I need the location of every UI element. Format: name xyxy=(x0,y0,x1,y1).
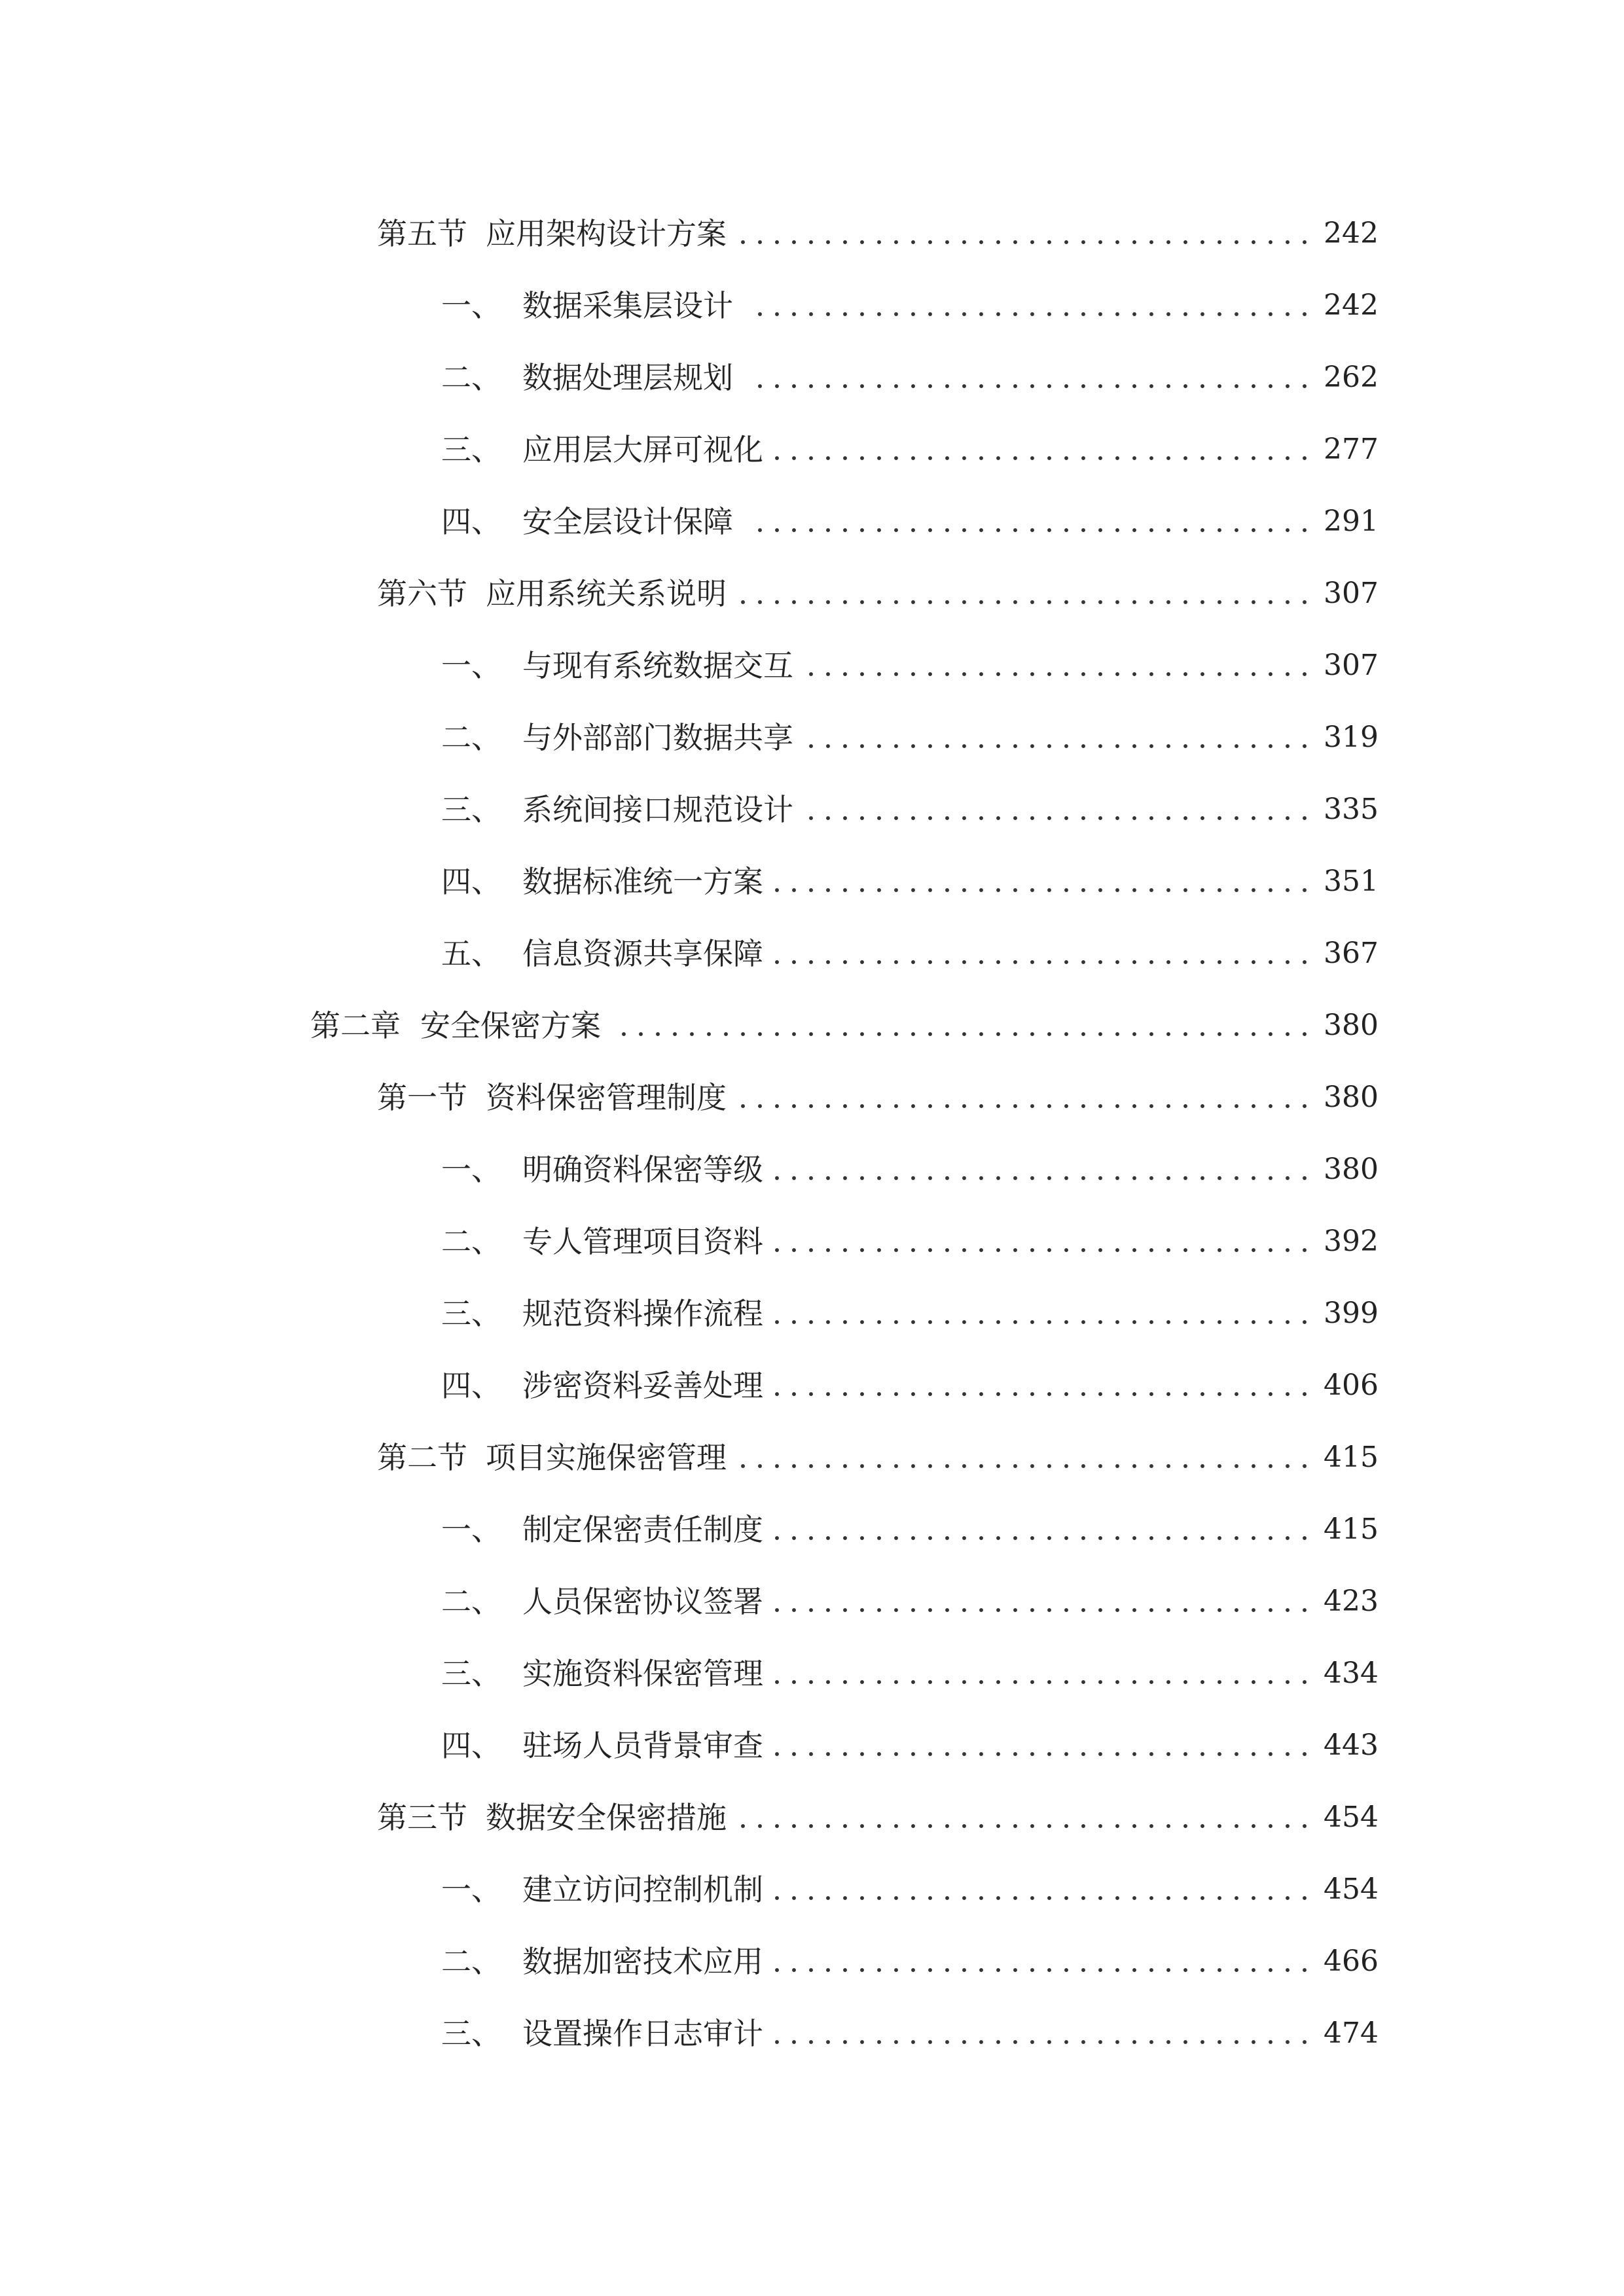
toc-page-number: 406 xyxy=(1324,1369,1379,1402)
toc-leader-dots-fill xyxy=(768,1566,1313,1638)
toc-entry-title: 安全层设计保障 xyxy=(522,504,733,539)
toc-leader-dots-fill xyxy=(768,1926,1313,1998)
toc-leader-dots-fill xyxy=(751,270,1313,342)
toc-entry-title: 资料保密管理制度 xyxy=(486,1080,727,1115)
toc-leader-dots-fill xyxy=(803,774,1313,846)
toc-entry[interactable] xyxy=(0,774,1624,846)
toc-page-number: 351 xyxy=(1324,865,1379,898)
toc-leader-dots xyxy=(768,1566,1313,1638)
toc-page-number: 399 xyxy=(1324,1297,1379,1330)
toc-leader-dots-fill xyxy=(734,558,1313,630)
toc-page-number: 242 xyxy=(1324,217,1379,250)
toc-page-number: 443 xyxy=(1324,1729,1379,1762)
toc-entry-heading xyxy=(441,648,793,683)
toc-entry-title: 应用层大屏可视化 xyxy=(522,432,763,467)
toc-entry[interactable] xyxy=(0,990,1624,1062)
toc-leader-dots-fill xyxy=(734,1782,1313,1854)
toc-page-number: 454 xyxy=(1324,1801,1379,1834)
toc-entry-title: 实施资料保密管理 xyxy=(522,1656,763,1691)
toc-entry-number: 第六节 xyxy=(377,576,467,611)
toc-entry-heading xyxy=(441,1512,763,1547)
toc-leader-dots xyxy=(734,1062,1313,1134)
toc-entry-title: 数据处理层规划 xyxy=(522,360,733,395)
toc-entry-heading xyxy=(441,936,763,971)
toc-entry-heading xyxy=(441,288,733,323)
toc-leader-dots-fill xyxy=(768,1494,1313,1566)
toc-entry[interactable] xyxy=(0,1278,1624,1350)
toc-page-number: 380 xyxy=(1324,1153,1379,1186)
toc-entry-heading xyxy=(377,1440,727,1475)
toc-entry-number: 四、 xyxy=(441,864,501,899)
toc-leader-dots-fill xyxy=(768,1134,1313,1206)
toc-entry-number: 二、 xyxy=(441,1224,501,1259)
toc-entry-heading xyxy=(441,1368,763,1403)
toc-entry-heading xyxy=(377,576,727,611)
toc-entry-heading xyxy=(377,1080,727,1115)
toc-entry-title: 涉密资料妥善处理 xyxy=(522,1368,763,1403)
toc-leader-dots-fill xyxy=(768,1998,1313,2070)
toc-page-number: 474 xyxy=(1324,2017,1379,2050)
toc-page-number: 307 xyxy=(1324,577,1379,610)
toc-leader-dots xyxy=(768,1710,1313,1782)
toc-entry-number: 四、 xyxy=(441,1728,501,1763)
toc-entry-heading xyxy=(441,864,763,899)
toc-page-number: 262 xyxy=(1324,361,1379,394)
toc-leader-dots xyxy=(803,630,1313,702)
toc-leader-dots xyxy=(768,1206,1313,1278)
toc-entry-number: 四、 xyxy=(441,504,501,539)
toc-entry-heading xyxy=(441,1296,763,1331)
toc-leader-dots-fill xyxy=(768,414,1313,486)
toc-leader-dots xyxy=(768,1638,1313,1710)
toc-entry-title: 项目实施保密管理 xyxy=(486,1440,727,1475)
toc-entry[interactable] xyxy=(0,1782,1624,1854)
toc-entry-number: 一、 xyxy=(441,1872,501,1907)
toc-entry-number: 第一节 xyxy=(377,1080,467,1115)
toc-entry[interactable] xyxy=(0,702,1624,774)
toc-entry-number: 一、 xyxy=(441,1152,501,1187)
toc-entry-number: 第二章 xyxy=(310,1008,401,1043)
toc-entry-number: 第二节 xyxy=(377,1440,467,1475)
toc-entry-title: 数据安全保密措施 xyxy=(486,1800,727,1835)
toc-entry-heading xyxy=(441,1224,763,1259)
toc-entry[interactable] xyxy=(0,342,1624,414)
toc-entry-title: 专人管理项目资料 xyxy=(522,1224,763,1259)
toc-page-number: 466 xyxy=(1324,1945,1379,1978)
toc-leader-dots xyxy=(803,702,1313,774)
toc-leader-dots-fill xyxy=(734,1422,1313,1494)
toc-page-number: 415 xyxy=(1324,1441,1379,1474)
toc-leader-dots xyxy=(768,1494,1313,1566)
toc-entry[interactable] xyxy=(0,1710,1624,1782)
toc-page-number: 307 xyxy=(1324,649,1379,682)
toc-entry-title: 规范资料操作流程 xyxy=(522,1296,763,1331)
toc-leader-dots-fill xyxy=(768,1854,1313,1926)
toc-entry[interactable] xyxy=(0,1062,1624,1134)
toc-page-number: 335 xyxy=(1324,793,1379,826)
toc-entry-number: 一、 xyxy=(441,1512,501,1547)
toc-entry-heading xyxy=(377,1800,727,1835)
toc-page-number: 380 xyxy=(1324,1081,1379,1114)
toc-entry-title: 数据采集层设计 xyxy=(522,288,733,323)
toc-entry-title: 信息资源共享保障 xyxy=(522,936,763,971)
toc-entry-title: 与外部部门数据共享 xyxy=(522,720,793,755)
toc-entry-number: 二、 xyxy=(441,720,501,755)
toc-leader-dots-fill xyxy=(803,702,1313,774)
toc-entry[interactable] xyxy=(0,630,1624,702)
toc-leader-dots xyxy=(734,198,1313,270)
toc-entry-title: 人员保密协议签署 xyxy=(522,1584,763,1619)
toc-entry[interactable] xyxy=(0,558,1624,630)
toc-entry[interactable] xyxy=(0,414,1624,486)
toc-leader-dots xyxy=(803,774,1313,846)
toc-leader-dots-fill xyxy=(751,486,1313,558)
toc-leader-dots-fill xyxy=(768,918,1313,990)
toc-leader-dots-fill xyxy=(768,846,1313,918)
toc-entry-number: 第五节 xyxy=(377,216,467,251)
toc-leader-dots-fill xyxy=(768,1638,1313,1710)
toc-leader-dots xyxy=(751,270,1313,342)
toc-entry-title: 应用架构设计方案 xyxy=(486,216,727,251)
toc-page-number: 423 xyxy=(1324,1585,1379,1618)
toc-entry-title: 设置操作日志审计 xyxy=(522,2016,763,2051)
toc-page-number: 380 xyxy=(1324,1009,1379,1042)
toc-entry-title: 数据加密技术应用 xyxy=(522,1944,763,1979)
toc-entry-heading xyxy=(441,1656,763,1691)
toc-leader-dots xyxy=(768,1134,1313,1206)
toc-page-number: 319 xyxy=(1324,721,1379,754)
table-of-contents xyxy=(0,198,1624,2070)
toc-entry[interactable] xyxy=(0,270,1624,342)
toc-page-number: 277 xyxy=(1324,433,1379,466)
toc-leader-dots xyxy=(768,1926,1313,1998)
toc-entry-title: 应用系统关系说明 xyxy=(486,576,727,611)
toc-entry[interactable] xyxy=(0,1422,1624,1494)
toc-leader-dots-fill xyxy=(768,1206,1313,1278)
toc-entry[interactable] xyxy=(0,1134,1624,1206)
toc-entry-title: 建立访问控制机制 xyxy=(522,1872,763,1907)
toc-entry[interactable] xyxy=(0,1638,1624,1710)
toc-entry-heading xyxy=(310,1008,601,1043)
toc-leader-dots xyxy=(768,1998,1313,2070)
toc-entry-title: 系统间接口规范设计 xyxy=(522,792,793,827)
toc-entry-title: 明确资料保密等级 xyxy=(522,1152,763,1187)
toc-entry-number: 四、 xyxy=(441,1368,501,1403)
toc-entry-heading xyxy=(441,432,763,467)
toc-entry-number: 二、 xyxy=(441,360,501,395)
toc-entry-title: 安全保密方案 xyxy=(420,1008,601,1043)
toc-leader-dots-fill xyxy=(768,1278,1313,1350)
toc-entry-number: 二、 xyxy=(441,1584,501,1619)
toc-leader-dots-fill xyxy=(734,1062,1313,1134)
toc-page-number: 454 xyxy=(1324,1873,1379,1906)
toc-entry-number: 三、 xyxy=(441,432,501,467)
toc-entry[interactable] xyxy=(0,846,1624,918)
toc-entry-heading xyxy=(441,1728,763,1763)
toc-page-number: 242 xyxy=(1324,289,1379,322)
toc-entry-number: 一、 xyxy=(441,648,501,683)
toc-leader-dots xyxy=(768,414,1313,486)
toc-entry-number: 二、 xyxy=(441,1944,501,1979)
toc-page-number: 367 xyxy=(1324,937,1379,970)
toc-entry-number: 三、 xyxy=(441,1656,501,1691)
toc-leader-dots-fill xyxy=(768,1350,1313,1422)
toc-entry-title: 制定保密责任制度 xyxy=(522,1512,763,1547)
toc-leader-dots-fill xyxy=(615,990,1313,1062)
toc-leader-dots xyxy=(615,990,1313,1062)
toc-entry-heading xyxy=(441,360,733,395)
toc-entry[interactable] xyxy=(0,198,1624,270)
toc-entry-number: 一、 xyxy=(441,288,501,323)
toc-entry[interactable] xyxy=(0,1998,1624,2070)
toc-entry-heading xyxy=(441,1874,763,1905)
toc-leader-dots xyxy=(768,918,1313,990)
toc-leader-dots xyxy=(734,1782,1313,1854)
toc-entry-title: 驻场人员背景审查 xyxy=(522,1728,763,1763)
toc-entry[interactable] xyxy=(0,1206,1624,1278)
toc-leader-dots-fill xyxy=(768,1710,1313,1782)
toc-entry-heading xyxy=(441,504,733,539)
toc-entry[interactable] xyxy=(0,486,1624,558)
toc-entry-number: 三、 xyxy=(441,792,501,827)
toc-entry[interactable] xyxy=(0,1926,1624,1998)
toc-entry-heading xyxy=(441,1152,763,1187)
toc-entry-heading xyxy=(441,1584,763,1619)
toc-entry-title: 数据标准统一方案 xyxy=(522,864,763,899)
toc-leader-dots xyxy=(751,486,1313,558)
toc-entry-number: 五、 xyxy=(441,936,501,971)
toc-leader-dots xyxy=(768,846,1313,918)
toc-entry-number: 三、 xyxy=(441,1296,501,1331)
toc-leader-dots-fill xyxy=(751,342,1313,414)
toc-page-number: 415 xyxy=(1324,1513,1379,1546)
toc-entry-number: 第三节 xyxy=(377,1800,467,1835)
toc-page-number: 434 xyxy=(1324,1657,1379,1690)
toc-page-number: 291 xyxy=(1324,505,1379,538)
toc-leader-dots xyxy=(768,1278,1313,1350)
toc-leader-dots xyxy=(768,1350,1313,1422)
toc-entry-heading xyxy=(441,720,793,755)
toc-entry-heading xyxy=(441,2018,763,2049)
toc-entry-title: 与现有系统数据交互 xyxy=(522,648,793,683)
toc-entry[interactable] xyxy=(0,1494,1624,1566)
toc-entry[interactable] xyxy=(0,918,1624,990)
toc-entry-heading xyxy=(441,1946,763,1977)
toc-entry[interactable] xyxy=(0,1854,1624,1926)
toc-leader-dots-fill xyxy=(734,198,1313,270)
toc-entry-number: 三、 xyxy=(441,2016,501,2051)
toc-entry-heading xyxy=(441,792,793,827)
toc-entry[interactable] xyxy=(0,1350,1624,1422)
toc-leader-dots xyxy=(768,1854,1313,1926)
toc-entry-heading xyxy=(377,216,727,251)
toc-entry[interactable] xyxy=(0,1566,1624,1638)
toc-leader-dots xyxy=(734,1422,1313,1494)
toc-leader-dots xyxy=(734,558,1313,630)
toc-leader-dots-fill xyxy=(803,630,1313,702)
toc-page-number: 392 xyxy=(1324,1225,1379,1258)
toc-leader-dots xyxy=(751,342,1313,414)
